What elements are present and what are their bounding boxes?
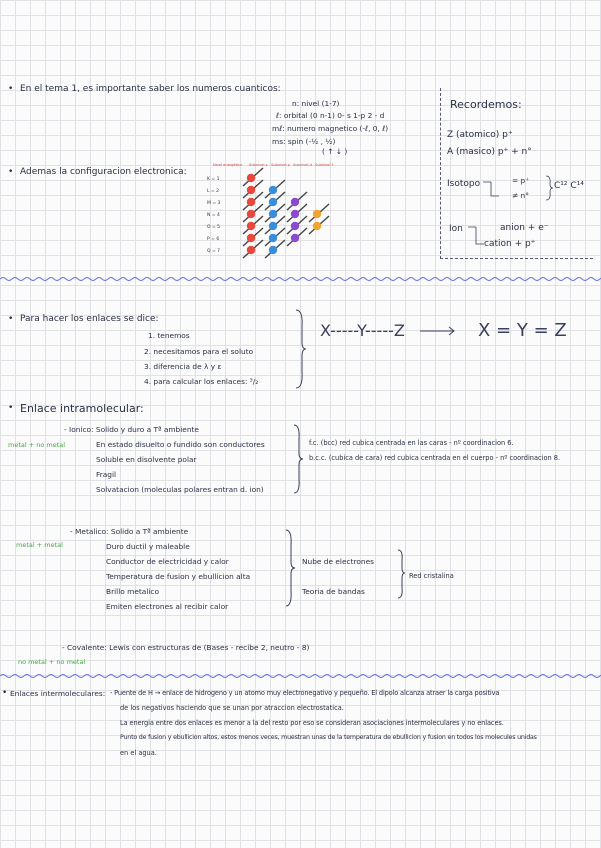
step-2: 2. necesitamos para el soluto (144, 347, 254, 356)
carbon-isotopes: C¹² C¹⁴ (554, 181, 584, 191)
wavy-divider (0, 275, 601, 283)
metallic-line-2: Conductor de electricidad y calor (106, 557, 229, 566)
theories-brace (396, 548, 406, 600)
diagram-row-label: N = 4 (207, 213, 220, 218)
quantum-number-ml: mℓ: numero magnetico (-ℓ, 0, ℓ) (272, 124, 389, 133)
ionic-tag: metal + no metal (8, 441, 66, 449)
isotope-bracket (481, 176, 511, 200)
metallic-line-4: Brillo metalico (106, 587, 160, 596)
orbital-dot (247, 186, 255, 194)
steps-brace (294, 308, 308, 390)
orbital-dot (313, 210, 321, 218)
ionic-line-4: Solvatacion (moleculas polares entran d. ion) (96, 485, 264, 494)
anion-line: anion + e⁻ (500, 223, 549, 233)
crystal-lattice-result: Red cristalina (409, 572, 454, 580)
isotope-equal-p: = p⁺ (512, 176, 530, 185)
intermolecular-line-2: La energia entre dos enlaces es menor a la del resto por eso se consideran asociaciones intermoleculares y no enlaces. (120, 719, 504, 727)
recordemos-box (440, 88, 593, 259)
ionic-note-bcc: b.c.c. (cubica de cara) red cubica centrada en el cuerpo - nº coordinacion 8. (309, 454, 561, 462)
orbital-dot (247, 222, 255, 230)
orbital-dot (291, 210, 299, 218)
intermolecular-line-0: - Puente de H → enlace de hidrogeno y un atomo muy electronegativo y pequeño. El dipolo alcanza atraer la carga positiva (110, 689, 500, 697)
quantum-number-n: n: nivel (1-7) (292, 99, 340, 108)
covalent-line: - Covalente: Lewis con estructuras de (Bases - recibe 2, neutro - 8) (62, 643, 310, 652)
bullet-dot: • (8, 314, 14, 324)
isotope-label: Isotopo (447, 179, 481, 189)
ionic-note-fcc: f.c. (bcc) red cubica centrada en las caras - nº coordinacion 6. (309, 439, 514, 447)
orbital-dot (291, 222, 299, 230)
recordemos-title: Recordemos: (450, 98, 522, 111)
metallic-tag: metal + metal (16, 541, 63, 549)
orbital-dot (247, 234, 255, 242)
diagram-row-label: L = 2 (207, 189, 220, 194)
diagram-header: Subnivel s (249, 163, 268, 167)
step-1: 1. tenemos (148, 331, 190, 340)
diagram-row-label: O = 5 (207, 225, 221, 230)
bullet-dot: • (8, 403, 14, 413)
orbital-dot (269, 246, 277, 254)
covalent-tag: no metal + no metal (18, 658, 86, 666)
links-intro: Para hacer los enlaces se dice: (20, 314, 159, 324)
intermolecular-line-4: en el agua. (120, 749, 157, 757)
config-line: Ademas la configuracion electronica: (20, 167, 187, 177)
diagram-header: Subnivel f (315, 163, 333, 167)
wavy-divider (0, 672, 601, 680)
recordemos-z: Z (atomico) p⁺ (447, 130, 513, 140)
metallic-line-0: - Metalico: Solido a Tª ambiente (70, 527, 189, 536)
orbital-dot (269, 186, 277, 194)
orbital-dot (269, 210, 277, 218)
metallic-brace (284, 528, 296, 608)
intermolecular-title: Enlaces intermoleculares: (10, 689, 106, 698)
intermolecular-line-3: Punto de fusion y ebullicion altos, estos menos veces, muestran unas de la temperatura de ebullicion y fusion en todos los molecules unidas (120, 734, 537, 741)
ionic-line-1: En estado disuelto o fundido son conductores (96, 440, 265, 449)
theory-electron-cloud: Nube de electrones (302, 557, 374, 566)
ionic-line-2: Soluble en disolvente polar (96, 455, 197, 464)
orbital-dot (247, 198, 255, 206)
ionic-line-0: - Ionico: Solido y duro a Tª ambiente (64, 425, 199, 434)
orbital-dot (269, 234, 277, 242)
recordemos-a: A (masico) p⁺ + n° (447, 147, 532, 157)
orbital-dot (291, 198, 299, 206)
metallic-line-1: Duro ductil y maleable (106, 542, 190, 551)
intramolecular-title: Enlace intramolecular: (20, 402, 144, 415)
bullet-dot: • (8, 84, 14, 94)
diagram-header: Nivel energético (213, 163, 243, 167)
spin-arrows: ( ↑ ↓ ) (322, 147, 348, 156)
diagram-row-label: K = 1 (207, 177, 220, 182)
electron-configuration-diagram (205, 160, 343, 260)
step-4: 4. para calcular los enlaces: ³/₂ (144, 377, 259, 386)
cation-line: cation + p⁺ (484, 239, 536, 249)
orbital-dot (269, 222, 277, 230)
diagram-row-label: Q = 7 (207, 249, 221, 254)
diagram-row-label: M = 3 (207, 201, 221, 206)
diagram-row-label: P = 6 (207, 237, 220, 242)
topic-1-line: En el tema 1, es importante saber los numeros cuanticos: (20, 84, 281, 94)
orbital-dot (247, 174, 255, 182)
quantum-number-l: ℓ: orbital (0 n-1) 0- s 1-p 2 - d (276, 111, 385, 120)
orbital-dot (313, 222, 321, 230)
bullet-dot: • (2, 688, 8, 698)
ionic-line-3: Fragil (96, 470, 117, 479)
theory-bands: Teoria de bandas (302, 587, 365, 596)
arrow-right-icon (418, 325, 458, 337)
metallic-line-5: Emiten electrones al recibir calor (106, 602, 229, 611)
quantum-number-ms: ms: spin (-½ , ½) (272, 137, 336, 146)
orbital-dot (247, 246, 255, 254)
orbital-dot (291, 234, 299, 242)
step-3: 3. diferencia de λ y ε (144, 362, 222, 371)
orbital-dot (247, 210, 255, 218)
xyz-dashed-bonds: X-----Y-----Z (320, 321, 405, 340)
metallic-line-3: Temperatura de fusion y ebullicion alta (106, 572, 251, 581)
isotope-diff-n: ≠ n° (512, 191, 529, 200)
ion-label: Ion (449, 224, 463, 234)
ionic-brace (292, 423, 304, 495)
isotope-brace (544, 174, 554, 202)
orbital-dot (269, 198, 277, 206)
bullet-dot: • (8, 167, 14, 177)
xyz-double-bonds: X = Y = Z (478, 320, 567, 341)
diagram-header: Subnivel p (271, 163, 290, 167)
diagram-canvas (205, 160, 343, 260)
diagram-header: Subnivel d (293, 163, 312, 167)
intermolecular-line-1: de los negativos haciendo que se unan por atraccion electrostatica. (120, 704, 344, 712)
